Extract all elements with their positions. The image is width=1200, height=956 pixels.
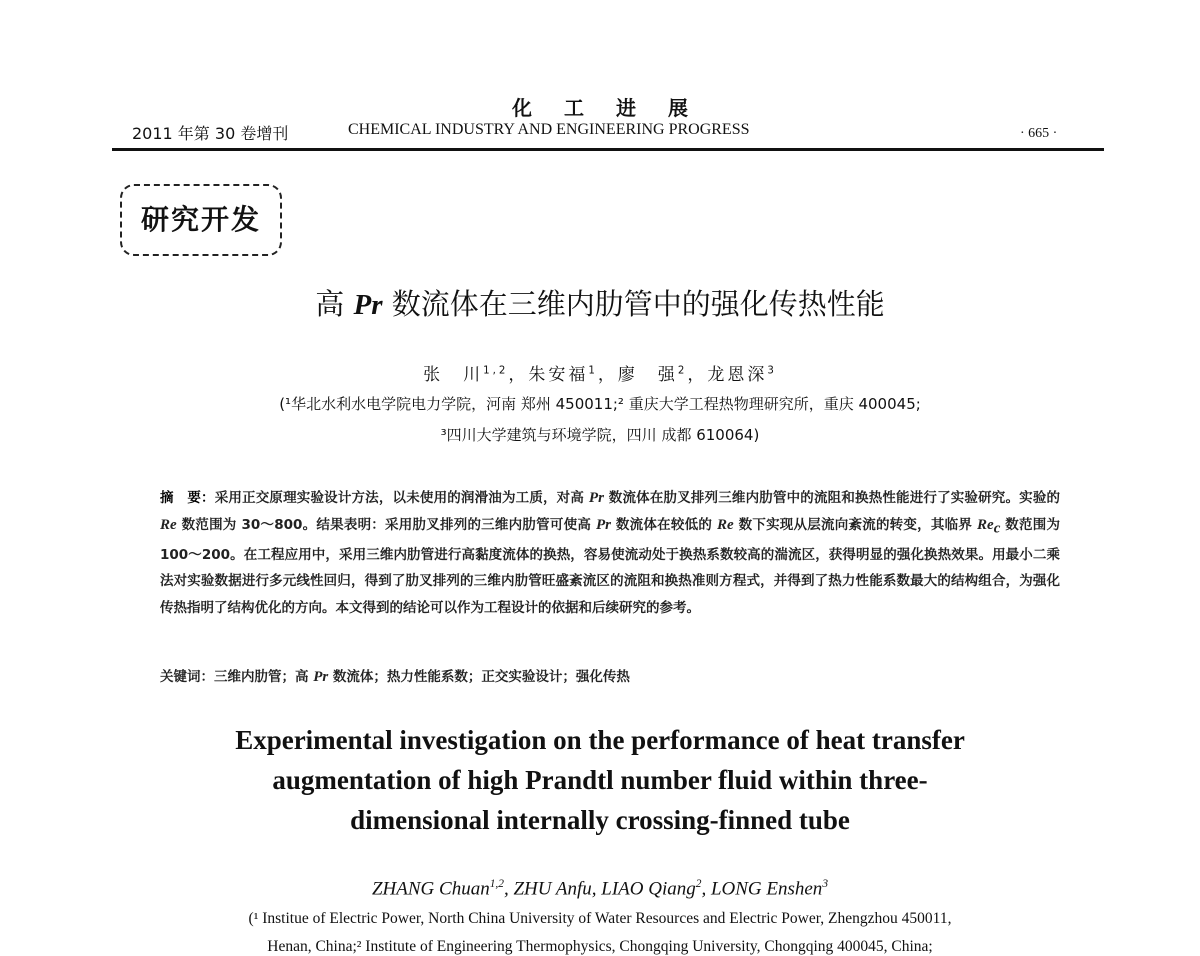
abstract [160, 485, 1060, 621]
abstract-label: 摘 要： [160, 490, 215, 506]
keywords-label: 关键词： [160, 669, 214, 685]
keywords [160, 665, 1060, 686]
author-en-2: , ZHU Anfu, LIAO Qiang [503, 878, 696, 900]
author-2: ，朱安福 [508, 365, 589, 385]
author-4-sup: 3 [767, 365, 777, 377]
abstract-text: 数范围为 30～800。结果表明：采用肋叉排列的三维内肋管可使高 [176, 516, 596, 533]
author-en-1: ZHANG Chuan [371, 878, 490, 900]
author-en-3: , LONG Enshen [701, 878, 823, 900]
abstract-rec-sub: c [993, 520, 1001, 537]
author-1: 张 川 [423, 365, 484, 385]
keywords-text: 三维内肋管；高 [214, 669, 314, 685]
title-en-line3: dimensional internally crossing-finned tube [350, 805, 850, 835]
abstract-re: Re [160, 516, 177, 533]
title-cn-post: 数流体在三维内肋管中的强化传热性能 [382, 287, 885, 321]
authors-en [0, 878, 1200, 900]
abstract-rec: Re [977, 516, 994, 533]
affiliation-en-line2: Henan, China;² Institute of Engineering Thermophysics, Chongqing University, Chongqing 400045, China; [267, 938, 933, 955]
author-2-sup: 1 [588, 365, 598, 377]
author-en-2-sup: 2 [695, 878, 702, 890]
author-3-sup: 2 [677, 365, 688, 377]
title-en-line1: Experimental investigation on the performance of heat transfer [235, 725, 965, 755]
author-1-sup: 1,2 [483, 365, 509, 377]
issue-info: 2011 年第 30 卷增刊 [132, 124, 289, 143]
page-number: · 665 · [1020, 126, 1058, 141]
author-en-3-sup: 3 [822, 878, 829, 890]
affiliation-en-line1: (¹ Institue of Electric Power, North China University of Water Resources and Electric Power, Zhengzhou 450011, [248, 910, 952, 927]
title-cn-pr: Pr [353, 289, 383, 321]
author-3: ，廖 强 [597, 365, 678, 385]
author-4: ，龙恩深 [687, 365, 768, 385]
abstract-pr: Pr [588, 490, 604, 506]
journal-title-en: CHEMICAL INDUSTRY AND ENGINEERING PROGRESS [348, 121, 750, 138]
title-en-line2: augmentation of high Prandtl number fluid within three- [272, 765, 928, 795]
paper-title-en [150, 720, 1050, 840]
journal-title-cn: 化工进展 [512, 96, 720, 120]
affiliation-cn-line1: (¹华北水利水电学院电力学院，河南 郑州 450011;² 重庆大学工程热物理研究所，重庆 400045; [279, 395, 921, 413]
abstract-text: 数范围为 100～200。在工程应用中，采用三维内肋管进行高黏度流体的换热，容易使流动处于换热系数较高的湍流区，获得明显的强化换热效果。用最小二乘法对实验数据进行多元线性回归，得到了肋叉排列的三维内肋管旺盛紊流区的流阻和换热准则方程式，并得到了热力性能系数最大的结构组合，为强化传热指明了结构优化的方向。本文得到的结论可以作为工程设计的依据和后续研究的参考。 [160, 516, 1060, 616]
author-en-1-sup: 1,2 [489, 878, 504, 890]
header-rule [112, 148, 1104, 151]
abstract-pr: Pr [595, 516, 611, 533]
keywords-text: 数流体；热力性能系数；正交实验设计；强化传热 [328, 669, 630, 685]
abstract-re: Re [717, 516, 734, 533]
keywords-pr: Pr [313, 669, 329, 685]
abstract-text: 数流体在肋叉排列三维内肋管中的流阻和换热性能进行了实验研究。实验的 [603, 490, 1061, 506]
abstract-text: 采用正交原理实验设计方法，以未使用的润滑油为工质，对高 [214, 490, 589, 506]
affiliation-cn-line2: ³四川大学建筑与环境学院，四川 成都 610064) [440, 426, 760, 444]
authors-cn [0, 360, 1200, 385]
paper-title-cn [0, 282, 1200, 323]
title-cn-pre: 高 [315, 287, 354, 321]
abstract-text: 数流体在较低的 [610, 516, 717, 533]
abstract-text: 数下实现从层流向紊流的转变，其临界 [733, 516, 978, 533]
section-tag: 研究开发 [120, 184, 282, 256]
